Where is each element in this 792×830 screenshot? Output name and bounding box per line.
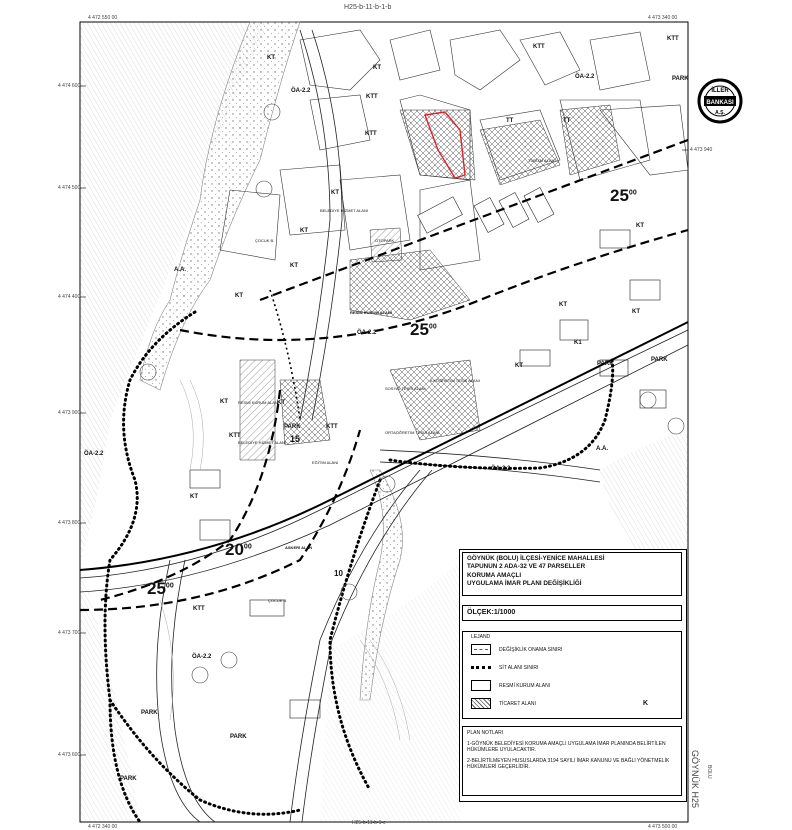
area-label-ilkogretim: İLKÖĞRETİM TESİS ALANI (430, 378, 480, 383)
coord-left-tick-2: 4 474 500 (58, 185, 81, 191)
coord-left-tick-6: 4 473 700 (58, 630, 81, 636)
title-block (459, 549, 687, 802)
zone-label-kt: KT (300, 228, 308, 234)
coord-bottom-left: 4 472 340 00 (88, 824, 118, 830)
legend-item-site-boundary: SİT ALANI SINIRI (471, 662, 538, 673)
legend-title: LEJAND (471, 634, 491, 640)
coord-left-tick-5: 4 473 800 (58, 520, 81, 526)
zone-label-park: PARK (230, 734, 247, 740)
contour-label-20: $20^{00}$ (225, 540, 252, 559)
iller-bankasi-stamp (697, 78, 743, 124)
contour-label-25-bottom: $25^{00}$ (147, 579, 174, 598)
zone-label-aa: A.A. (596, 446, 608, 452)
sheet-right-code-sub: BOLU (706, 765, 712, 779)
zone-label-kt: KT (373, 65, 381, 71)
zone-label-oa: ÖA-2.2 (575, 74, 595, 80)
area-label-cocuk: ÇOCUK B. (255, 238, 275, 243)
plan-title-line1: GÖYNÜK (BOLU) İLÇESİ-YENİCE MAHALLESİ (467, 555, 605, 562)
plan-title-line2: TAPUNUN 2 ADA-32 VE 47 PARSELLER (467, 563, 586, 571)
area-label-turizm: TURİZM ALANI (528, 158, 556, 163)
zone-label-park: PARK (141, 710, 158, 716)
legend (462, 631, 682, 719)
zone-label-ktt: KTT (533, 44, 545, 50)
coord-top-right: 4 473 340 00 (648, 15, 678, 21)
contour-label-25-mid: $25^{00}$ (410, 320, 437, 339)
zone-label-tt: TT (506, 118, 514, 124)
legend-item-ticaret: TİCARET ALANI (471, 698, 536, 709)
zone-label-park: PARK (672, 76, 689, 82)
coord-left-tick-1: 4 474 600 (58, 83, 81, 89)
stamp-text-mid: BANKASI (706, 100, 734, 106)
plan-note-1: 1-GÖYNÜK BELEDİYESİ KORUMA AMAÇLI UYGULAMA İMAR PLANINDA BELİRTİLEN HÜKÜMLERE UYULACAKTIR. (467, 740, 666, 754)
zone-label-oa: ÖA-2.2 (84, 451, 104, 457)
zone-label-park: PARK (120, 776, 137, 782)
plan-title-line4: UYGULAMA İMAR PLANI DEĞİŞİKLİĞİ (467, 580, 582, 588)
legend-swatch-red-line (471, 644, 491, 655)
coord-right-tick-1: 4 473 940 (690, 147, 713, 153)
legend-swatch-dotted-line (471, 662, 491, 673)
sheet-bottom-code: H25-b-11-b-1-c (352, 820, 386, 826)
zone-label-k1: K1 (574, 340, 582, 346)
zone-label-oa: ÖA-2.2 (291, 88, 311, 94)
coord-left-tick-4: 4 473 900 (58, 410, 81, 416)
zone-label-kt: KT (267, 55, 275, 61)
zone-label-kt: KT (331, 190, 339, 196)
zone-label-kt: KT (220, 399, 228, 405)
area-label-sosyal: SOSYAL TESİS ALANI (385, 386, 426, 391)
zone-label-kt: KT (632, 309, 640, 315)
zone-label-aa: A.A. (174, 267, 186, 273)
plan-title (462, 552, 682, 596)
legend-item-resmi-kurum: RESMİ KURUM ALANI (471, 680, 550, 691)
zone-label-kt: KT (290, 263, 298, 269)
zone-label-15: 15 (290, 434, 301, 444)
plan-scale: ÖLÇEK:1/1000 (462, 605, 682, 621)
stamp-text-top: İLLER (711, 88, 729, 94)
zone-label-10: 10 (334, 569, 343, 578)
contour-label-25-top: $25^{00}$ (610, 186, 637, 205)
coord-left-tick-3: 4 474 400 (58, 294, 81, 300)
area-label-resmi-kurum: RESMİ KURUM ALANI (350, 310, 392, 315)
zone-label-kt: KT (190, 494, 198, 500)
zone-label-ktt: KTT (193, 606, 205, 612)
coord-bottom-right: 4 473 500 00 (648, 824, 678, 830)
plan-note-2: 2-BELİRTİLMEYEN HUSUSLARDA 3194 SAYILI İMAR KANUNU VE BAĞLI YÖNETMELİK HÜKÜMLERİ GEÇERLİDİR. (467, 757, 670, 771)
zone-label-kt: KT (559, 302, 567, 308)
zone-label-kt: KT (235, 293, 243, 299)
north-letter: K (643, 700, 649, 707)
zone-label-park: PARK (284, 424, 301, 430)
area-label-cocuk-2: ÇOCUK B. (268, 598, 288, 603)
zone-label-ktt: KTT (229, 433, 241, 439)
zone-label-kt: KT (515, 363, 523, 369)
zone-label-ktt: KTT (667, 36, 679, 42)
coord-top-left: 4 472 550 00 (88, 15, 118, 21)
area-label-resmi-kurum-2: RESMİ KURUM ALANI (238, 400, 279, 405)
stamp-text-bottom: A.Ş. (715, 110, 725, 116)
area-label-egitim: EĞİTİM ALANI (312, 460, 339, 465)
legend-item-change-boundary: DEĞİŞİKLİK ONAMA SINIRI (471, 644, 562, 655)
plan-notes-title: PLAN NOTLARI (467, 730, 504, 736)
zone-label-kt: KT (277, 400, 285, 406)
area-label-belediye-2: BELEDİYE HİZMET ALANI (320, 208, 368, 213)
legend-swatch-resmi-kurum (471, 680, 491, 691)
sheet-right-code: GÖYNÜK H25 (690, 750, 700, 809)
zone-label-oa: ÖA-2.2 (192, 654, 212, 660)
zone-label-oa: ÖA-2.2 (357, 330, 377, 336)
area-label-askeri: ASKERİ ALAN (285, 545, 313, 550)
zone-label-tt: TT (563, 118, 571, 124)
zone-label-ktt: KTT (365, 131, 377, 137)
plan-title-line3: KORUMA AMAÇLI (467, 571, 522, 579)
coord-left-tick-7: 4 473 600 (58, 752, 81, 758)
zone-label-park: PARK (597, 361, 614, 367)
zone-label-oa: ÖA-2.2 (491, 466, 511, 472)
zone-label-kt: KT (636, 223, 644, 229)
zone-label-ktt: KTT (366, 94, 378, 100)
legend-swatch-ticaret (471, 698, 491, 709)
area-label-otopark: OTOPARK (375, 238, 395, 243)
zone-label-ktt: KTT (326, 424, 338, 430)
area-label-belediye: BELEDİYE HİZMET ALANI (238, 440, 286, 445)
zone-label-park: PARK (651, 357, 668, 363)
area-label-ortaogretim: ORTAÖĞRETİM TESİS ALANI (385, 430, 440, 435)
plan-notes (462, 726, 682, 796)
sheet-top-code: H25-b-11-b-1-b (344, 4, 392, 11)
